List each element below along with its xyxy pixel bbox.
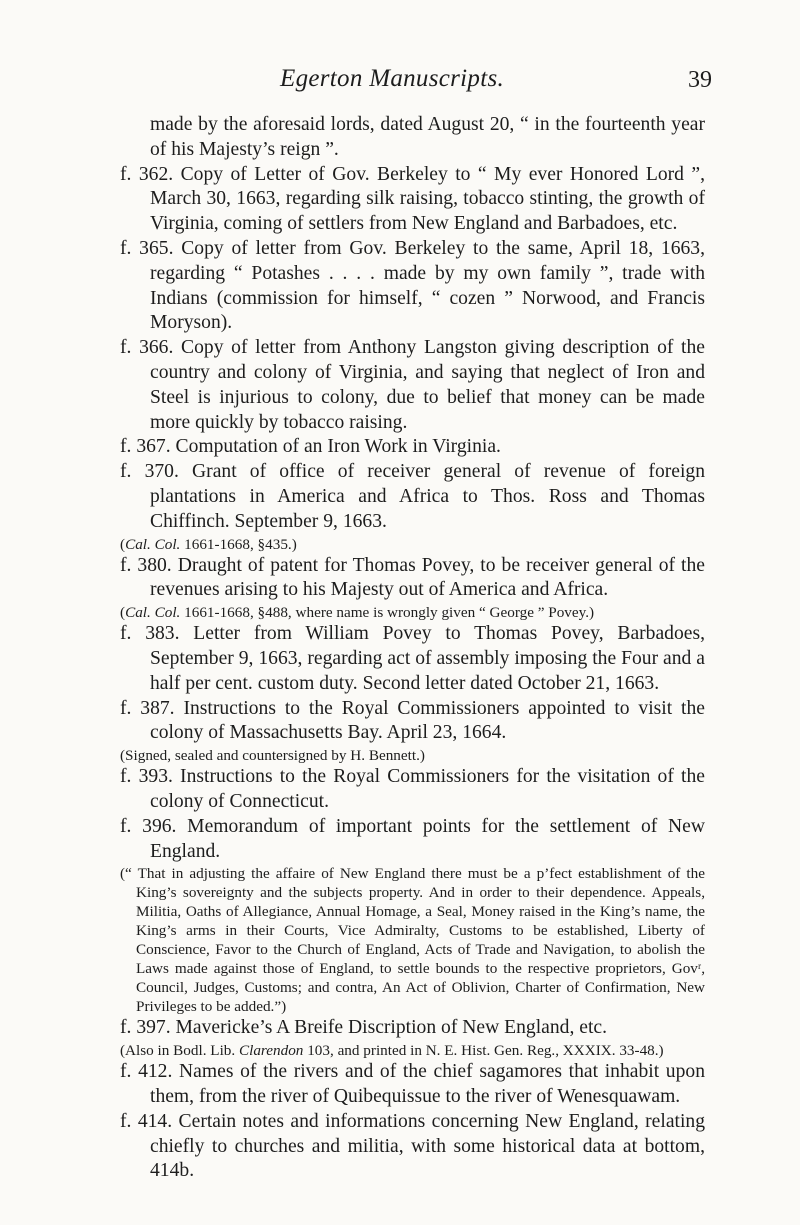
entry-f412: f. 412. Names of the rivers and of the chief sagamores that inhabit upon them, from the river of Quibequissue to the river of Wenesquawam.: [120, 1061, 705, 1107]
note-f396: (“ That in adjusting the affaire of New England there must be a p’fect establishment of the King’s sovereignty and the subjects property. And in order to their dependence. Appeals, Militia, Oaths of Allegiance, Annual Homage, a Seal, Money raised in the King’s name, the King’s arms in their Courts, Vice Admiralty, Customs to be established, Liberty of Conscience, Favor to the Church of England, Acts of Trade and Navigation, to abolish the Laws made against those of England, to settle bounds to the respective proprietors, Govʳ, Council, Judges, Customs; and contra, An Act of Oblivion, Charter of Confirmation, New Privileges to be added.”): [120, 865, 705, 1016]
entry-f387: f. 387. Instructions to the Royal Commissioners appointed to visit the colony of Massachusetts Bay. April 23, 1664.: [120, 697, 705, 744]
entry-f362: f. 362. Copy of Letter of Gov. Berkeley to “ My ever Honored Lord ”, March 30, 1663, regarding silk raising, tobacco stinting, the growth of Virginia, coming of settlers from New England and Barbadoes, etc.: [120, 163, 705, 235]
entry-f397: f. 397. Mavericke’s A Breife Discription of New England, etc.: [120, 1017, 607, 1039]
entry-f414: f. 414. Certain notes and informations concerning New England, relating chiefly to churches and militia, with some historical data at bottom, 414b.: [120, 1110, 705, 1182]
entry-f383: f. 383. Letter from William Povey to Thomas Povey, Barbadoes, September 9, 1663, regarding act of assembly imposing the Four and a half per cent. custom duty. Second letter dated October 21, 1663.: [120, 623, 705, 694]
note-f380: (Cal. Col. 1661-1668, §488, where name is wrongly given “ George ” Povey.): [120, 604, 595, 622]
page-number: 39: [688, 67, 712, 93]
entry-f380: f. 380. Draught of patent for Thomas Povey, to be receiver general of the revenues arising to his Majesty out of America and Africa.: [120, 554, 705, 601]
entry-f367: f. 367. Computation of an Iron Work in Virginia.: [120, 436, 501, 458]
note-f387: (Signed, sealed and countersigned by H. Bennett.): [120, 747, 425, 765]
entry-f393: f. 393. Instructions to the Royal Commissioners for the visitation of the colony of Connecticut.: [120, 766, 705, 812]
note-f397: (Also in Bodl. Lib. Clarendon 103, and printed in N. E. Hist. Gen. Reg., XXXIX. 33-48.): [120, 1042, 664, 1060]
page-body: [120, 113, 705, 1184]
entry-f366: f. 366. Copy of letter from Anthony Langston giving description of the country and colony of Virginia, and saying that neglect of Iron and Steel is injurious to colony, due to belief that money can be made more quickly by tobacco raising.: [120, 337, 705, 433]
entry-f370: f. 370. Grant of office of receiver general of revenue of foreign plantations in America and Africa to Thos. Ross and Thomas Chiffinch. September 9, 1663.: [120, 461, 705, 532]
running-title: Egerton Manuscripts.: [280, 65, 505, 92]
page-header: [0, 65, 800, 105]
entry-f396: f. 396. Memorandum of important points for the settlement of New England.: [120, 815, 705, 862]
entry-f365: f. 365. Copy of letter from Gov. Berkeley to the same, April 18, 1663, regarding “ Potashes . . . . made by my own family ”, trade with Indians (commission for himself, “ cozen ” Norwood, and Francis Moryson).: [120, 237, 705, 334]
note-f370: (Cal. Col. 1661-1668, §435.): [120, 535, 297, 553]
continuation-paragraph: made by the aforesaid lords, dated August 20, “ in the fourteenth year of his Majesty’s reign ”.: [150, 114, 705, 160]
